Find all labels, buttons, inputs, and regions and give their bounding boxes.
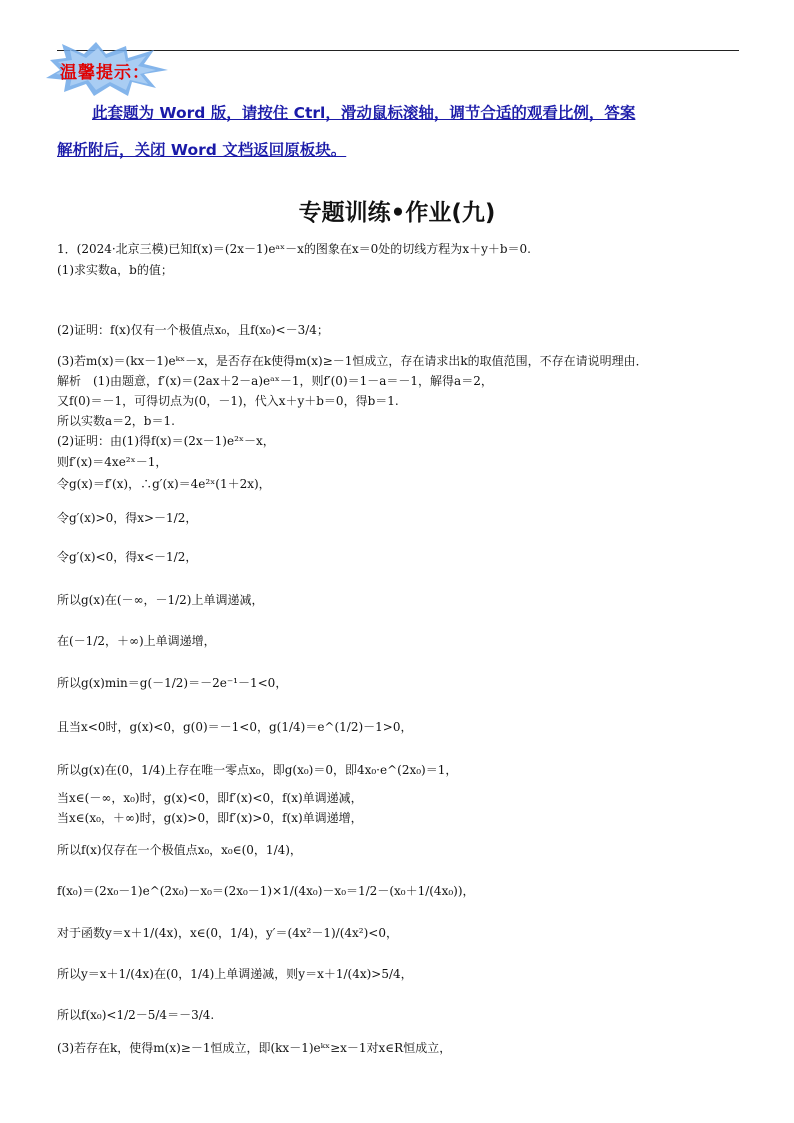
body-line: f(x₀)＝(2x₀－1)e^(2x₀)－x₀＝(2x₀－1)×1/(4x₀)－x₀＝1/2－(x₀＋1/(4x₀))，: [57, 884, 475, 898]
body-line: 当x∈(x₀，＋∞)时，g(x)>0，即f′(x)>0，f(x)单调递增，: [57, 811, 363, 825]
body-line: 所以g(x)在(－∞，－1/2)上单调递减，: [57, 593, 264, 607]
body-line: 又f(0)＝－1，可得切点为(0，－1)，代入x＋y＋b＝0，得b＝1.: [57, 394, 399, 408]
body-line: 令g′(x)<0，得x<－1/2，: [57, 550, 198, 564]
body-line: 令g(x)＝f′(x)，∴g′(x)＝4e²ˣ(1＋2x)，: [57, 477, 271, 491]
body-line: 则f′(x)＝4xe²ˣ－1，: [57, 455, 168, 469]
body-line: 当x∈(－∞，x₀)时，g(x)<0，即f′(x)<0，f(x)单调递减，: [57, 791, 363, 805]
notice-line-2: 解析附后，关闭 Word 文档返回原板块。: [57, 141, 347, 159]
body-line: 所以g(x)min＝g(－1/2)＝－2e⁻¹－1<0，: [57, 676, 288, 690]
body-line: (2)证明：f(x)仅有一个极值点x₀，且f(x₀)<－3/4；: [57, 323, 329, 337]
body-line: (1)求实数a，b的值；: [57, 263, 173, 277]
body-line: 且当x<0时，g(x)<0，g(0)＝－1<0，g(1/4)＝e^(1/2)－1>0，: [57, 720, 413, 734]
body-line: 在(－1/2，＋∞)上单调递增，: [57, 634, 216, 648]
tip-label: 温馨提示：: [60, 63, 150, 83]
body-line: 所以g(x)在(0，1/4)上存在唯一零点x₀，即g(x₀)＝0，即4x₀·e^(2x₀)＝1，: [57, 763, 458, 777]
body-line: 解析 (1)由题意，f′(x)＝(2ax＋2－a)eᵃˣ－1，则f′(0)＝1－a＝－1，解得a＝2，: [57, 374, 493, 388]
body-line: 1．(2024·北京三模)已知f(x)＝(2x－1)eᵃˣ－x的图象在x＝0处的切线方程为x＋y＋b＝0.: [57, 242, 531, 256]
notice-line-1: 此套题为 Word 版，请按住 Ctrl，滑动鼠标滚轴，调节合适的观看比例，答案: [92, 104, 636, 122]
body-line: 所以实数a＝2，b＝1.: [57, 414, 175, 428]
page-title: 专题训练•作业(九): [298, 200, 496, 226]
body-line: 所以f(x₀)<1/2－5/4＝－3/4.: [57, 1008, 215, 1022]
body-line: (3)若m(x)＝(kx－1)eᵏˣ－x，是否存在k使得m(x)≥－1恒成立，存在请求出k的取值范围，不存在请说明理由．: [57, 354, 648, 368]
body-line: (3)若存在k，使得m(x)≥－1恒成立，即(kx－1)eᵏˣ≥x－1对x∈R恒成立，: [57, 1041, 452, 1055]
body-line: 所以y＝x＋1/(4x)在(0，1/4)上单调递减，则y＝x＋1/(4x)>5/4，: [57, 967, 413, 981]
body-line: 令g′(x)>0，得x>－1/2，: [57, 511, 198, 525]
body-line: 对于函数y＝x＋1/(4x)，x∈(0，1/4)，y′＝(4x²－1)/(4x²)<0，: [57, 926, 398, 940]
body-line: 所以f(x)仅存在一个极值点x₀，x₀∈(0，1/4)，: [57, 843, 302, 857]
body-line: (2)证明：由(1)得f(x)＝(2x－1)e²ˣ－x，: [57, 434, 275, 448]
